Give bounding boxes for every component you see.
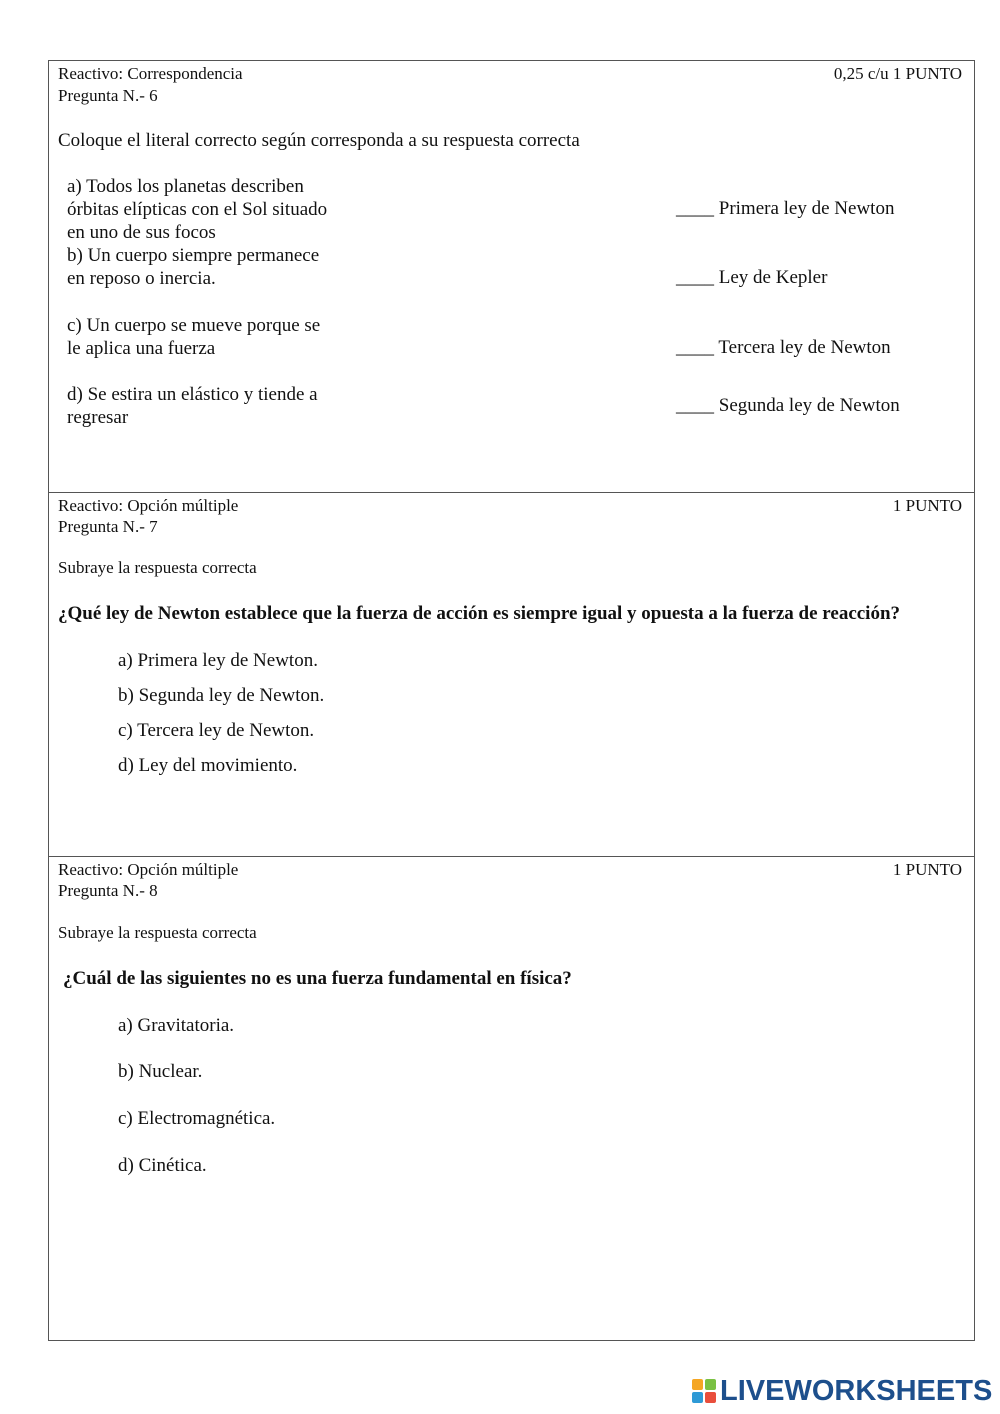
- q7-option-b[interactable]: b) Segunda ley de Newton.: [118, 685, 325, 706]
- logo-text: LIVEWORKSHEETS: [720, 1374, 993, 1407]
- q7-pregunta: Pregunta N.- 7: [58, 517, 158, 536]
- q6-puntos: 0,25 c/u 1 PUNTO: [833, 64, 962, 83]
- q7-enunciado: ¿Qué ley de Newton establece que la fuerza de acción es siempre igual y opuesta a la fuerza de reacción?: [58, 603, 901, 624]
- answer-blank-3[interactable]: ____ Tercera ley de Newton: [676, 337, 891, 358]
- q6-pregunta: Pregunta N.- 6: [58, 86, 158, 105]
- q7-puntos: 1 PUNTO: [892, 496, 962, 515]
- q8-pregunta: Pregunta N.- 8: [58, 881, 158, 900]
- q8-puntos: 1 PUNTO: [892, 860, 962, 879]
- q8-option-d[interactable]: d) Cinética.: [118, 1155, 207, 1176]
- q7-option-d[interactable]: d) Ley del movimiento.: [118, 755, 298, 776]
- q8-enunciado: ¿Cuál de las siguientes no es una fuerza fundamental en física?: [63, 968, 572, 989]
- answer-blank-2[interactable]: ____ Ley de Kepler: [676, 267, 828, 288]
- q8-option-c[interactable]: c) Electromagnética.: [118, 1108, 276, 1129]
- match-item-d: d) Se estira un elástico y tiende a regresar: [67, 384, 318, 428]
- q7-option-a[interactable]: a) Primera ley de Newton.: [118, 650, 318, 671]
- q6-reactivo: Reactivo: Correspondencia: [58, 64, 243, 83]
- liveworksheets-logo: [692, 1376, 992, 1406]
- answer-blank-1[interactable]: ____ Primera ley de Newton: [676, 198, 895, 219]
- match-item-a: a) Todos los planetas describen órbitas elípticas con el Sol situado en uno de sus focos: [67, 176, 328, 243]
- question-6-box: [48, 60, 975, 493]
- q8-option-b[interactable]: b) Nuclear.: [118, 1061, 203, 1082]
- q8-reactivo: Reactivo: Opción múltiple: [58, 860, 239, 879]
- q7-reactivo: Reactivo: Opción múltiple: [58, 496, 239, 515]
- q7-instruccion: Subraye la respuesta correcta: [58, 558, 257, 577]
- answer-blank-4[interactable]: ____ Segunda ley de Newton: [676, 395, 900, 416]
- q8-option-a[interactable]: a) Gravitatoria.: [118, 1015, 235, 1036]
- q8-instruccion: Subraye la respuesta correcta: [58, 923, 257, 942]
- liveworksheets-logo-icon: [692, 1379, 716, 1403]
- match-item-c: c) Un cuerpo se mueve porque se le aplica una fuerza: [67, 315, 321, 359]
- q6-instruccion: Coloque el literal correcto según corresponda a su respuesta correcta: [58, 130, 580, 151]
- q7-option-c[interactable]: c) Tercera ley de Newton.: [118, 720, 315, 741]
- question-7-box: [48, 492, 975, 857]
- question-8-box: [48, 856, 975, 1341]
- match-item-b: b) Un cuerpo siempre permanece en reposo o inercia.: [67, 245, 320, 289]
